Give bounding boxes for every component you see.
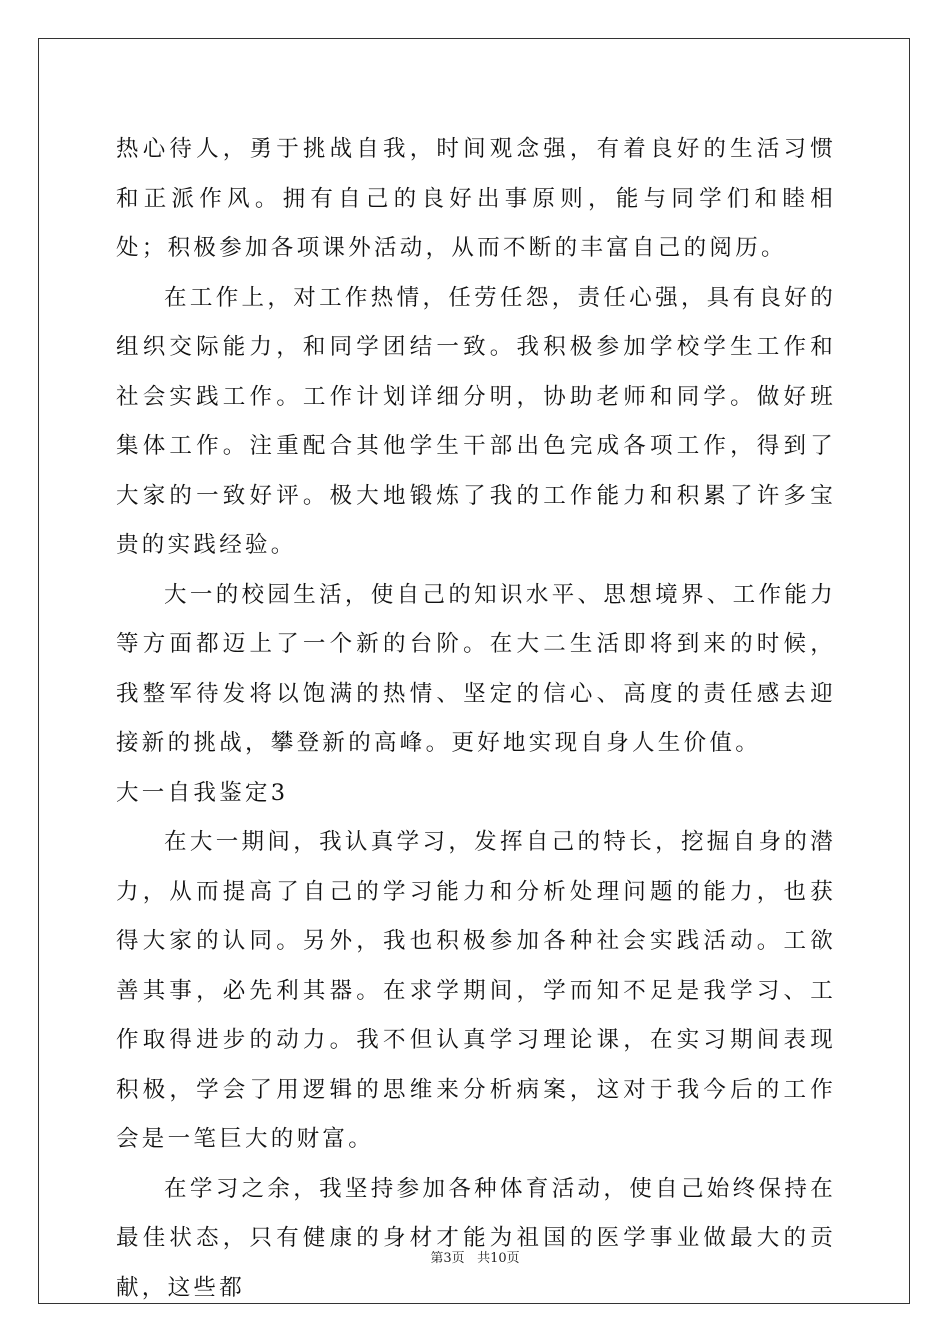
section-paragraph-1: 在大一期间，我认真学习，发挥自己的特长，挖掘自身的潜力，从而提高了自己的学习能力和分析处理问题的能力，也获得大家的认同。另外，我也积极参加各种社会实践活动。工欲善其事，必先利其器。在求学期间，学而知不足是我学习、工作取得进步的动力。我不但认真学习理论课，在实习期间表现积极，学会了用逻辑的思维来分析病案，这对于我今后的工作会是一笔巨大的财富。	[116, 829, 836, 1152]
paragraph-1: 热心待人，勇于挑战自我，时间观念强，有着良好的生活习惯和正派作风。拥有自己的良好出事原则，能与同学们和睦相处；积极参加各项课外活动，从而不断的丰富自己的阅历。	[116, 136, 836, 261]
section-paragraph-2: 在学习之余，我坚持参加各种体育活动，使自己始终保持在最佳状态，只有健康的身材才能为祖国的医学事业做最大的贡献，这些都	[116, 1175, 836, 1301]
document-body	[116, 125, 836, 1313]
page-footer	[0, 1247, 950, 1266]
paragraph-2: 在工作上，对工作热情，任劳任怨，责任心强，具有良好的组织交际能力，和同学团结一致。我积极参加学校学生工作和社会实践工作。工作计划详细分明，协助老师和同学。做好班集体工作。注重配合其他学生干部出色完成各项工作，得到了大家的一致好评。极大地锻炼了我的工作能力和积累了许多宝贵的实践经验。	[116, 284, 836, 558]
page-number: 第3页	[430, 1251, 465, 1266]
paragraph-3: 大一的校园生活，使自己的知识水平、思想境界、工作能力等方面都迈上了一个新的台阶。在大二生活即将到来的时候，我整军待发将以饱满的热情、坚定的信心、高度的责任感去迎接新的挑战，攀登新的高峰。更好地实现自身人生价值。	[116, 581, 836, 756]
section-heading: 大一自我鉴定3	[116, 779, 289, 806]
page-total: 共10页	[477, 1251, 520, 1266]
